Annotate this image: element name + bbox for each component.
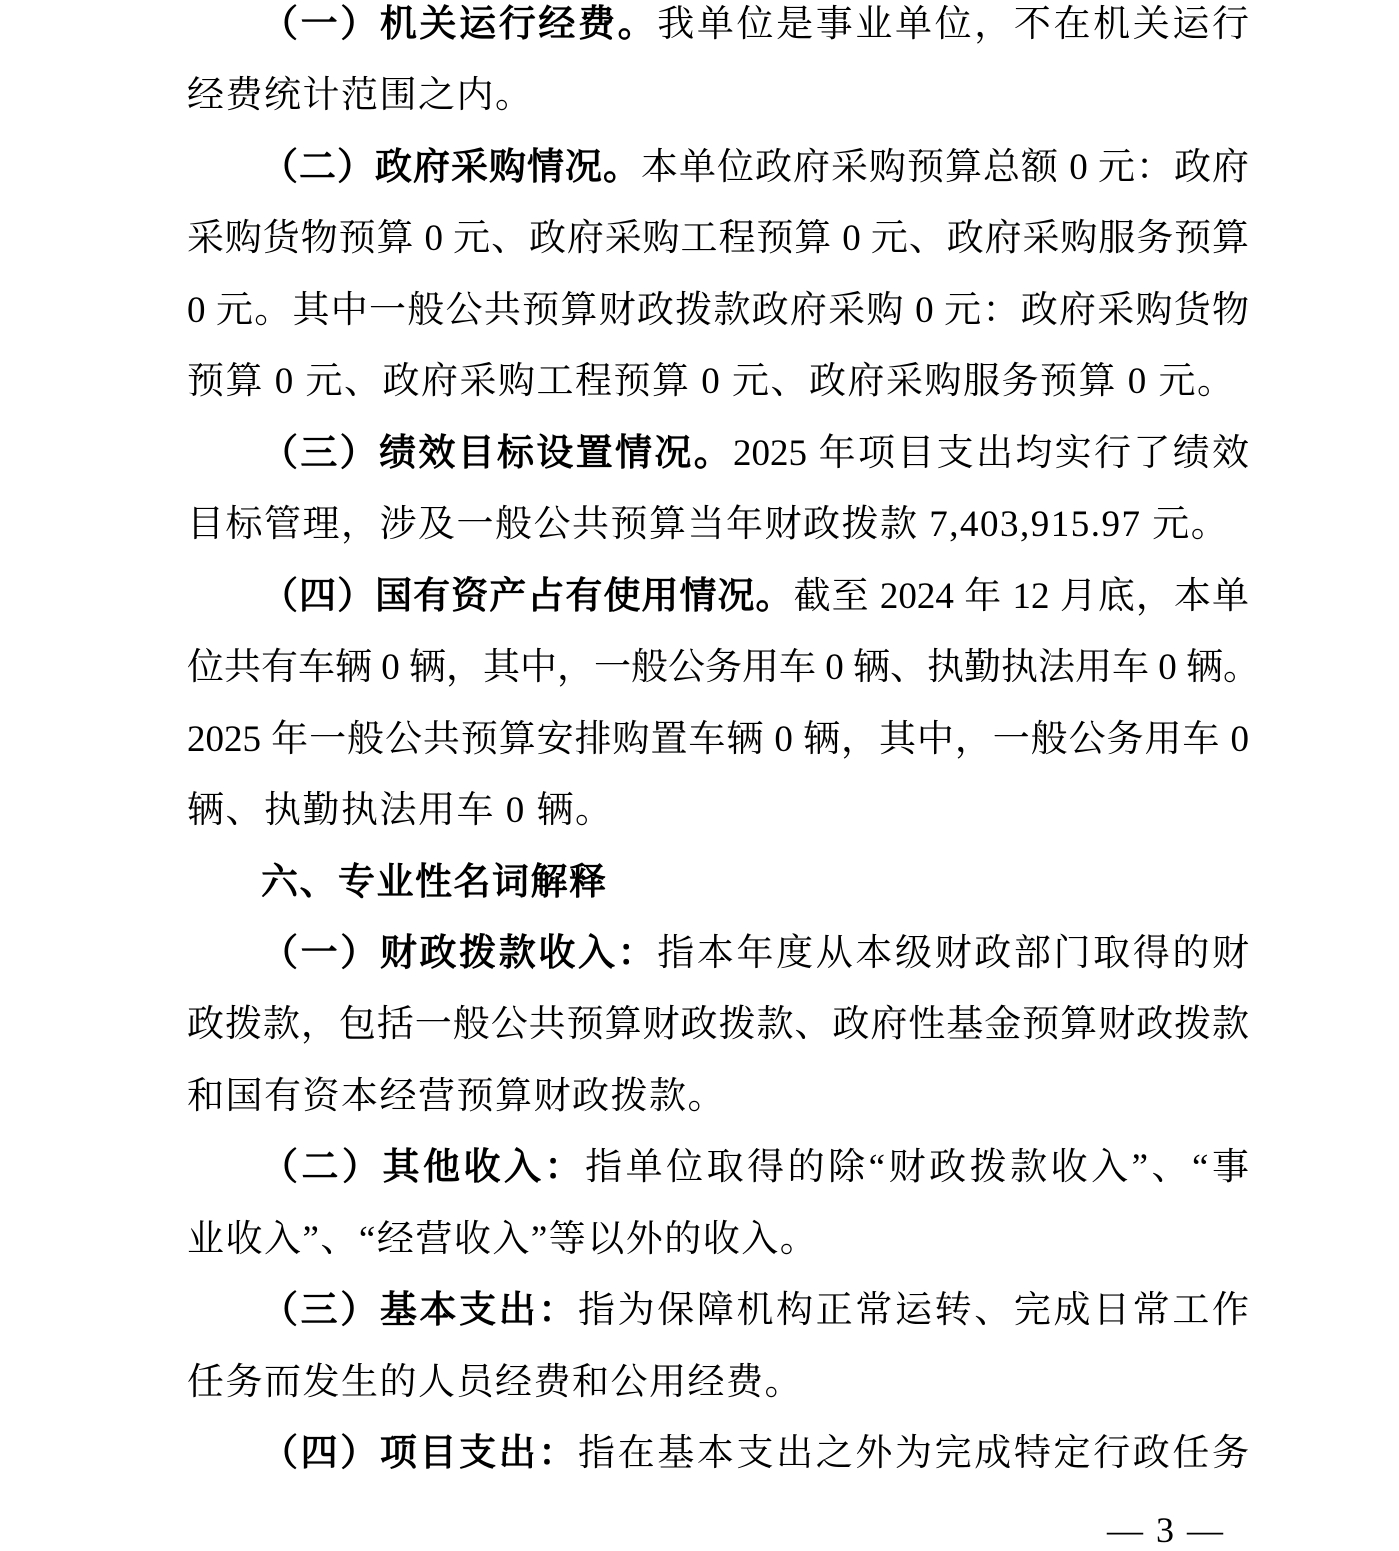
document-page — [187, 0, 1260, 1490]
paragraph-line — [187, 346, 1249, 417]
term-label: （二）其他收入： — [261, 1147, 586, 1189]
paragraph-line — [187, 704, 1249, 775]
line-text: 指为保障机构正常运转、完成日常工作 — [578, 1290, 1249, 1332]
line-text: 截至 2024 年 12 月底，本单 — [793, 575, 1250, 617]
paragraph-line — [187, 0, 1249, 60]
line-text: 政拨款，包括一般公共预算财政拨款、政府性基金预算财政拨款 — [187, 1004, 1249, 1046]
paragraph-line — [187, 989, 1249, 1060]
paragraph-line — [187, 1061, 1249, 1132]
list-item-label: （四）国有资产占有使用情况。 — [261, 575, 794, 617]
term-label: （三）基本支出： — [261, 1290, 578, 1332]
paragraph-line — [187, 418, 1249, 489]
line-text: 预算 0 元、政府采购工程预算 0 元、政府采购服务预算 0 元。 — [187, 361, 1236, 403]
line-text: 我单位是事业单位，不在机关运行 — [657, 4, 1249, 45]
paragraph-line — [187, 1347, 1249, 1418]
line-text: 指单位取得的除“财政拨款收入”、“事 — [585, 1147, 1249, 1189]
paragraph-line — [187, 60, 1249, 131]
page-number: — 3 — — [1107, 1510, 1225, 1550]
line-text: 目标管理，涉及一般公共预算当年财政拨款 7,403,915.97 元。 — [187, 504, 1230, 546]
paragraph-line — [187, 275, 1249, 346]
line-text: 和国有资本经营预算财政拨款。 — [187, 1075, 726, 1117]
line-text: 2025 年项目支出均实行了绩效 — [733, 432, 1250, 474]
paragraph-line — [187, 561, 1249, 632]
paragraph-line — [187, 1132, 1249, 1203]
paragraph-line — [187, 632, 1260, 703]
line-text: 本单位政府采购预算总额 0 元：政府 — [641, 146, 1249, 188]
section-heading: 六、专业性名词解释 — [261, 861, 608, 903]
paragraph-line — [187, 132, 1249, 203]
paragraph-line — [187, 1275, 1249, 1346]
list-item-label: （一）机关运行经费。 — [261, 4, 658, 45]
paragraph-line — [187, 203, 1249, 274]
line-text: 任务而发生的人员经费和公用经费。 — [187, 1361, 803, 1403]
line-text: 辆、执勤执法用车 0 辆。 — [187, 789, 614, 831]
list-item-label: （三）绩效目标设置情况。 — [261, 432, 734, 474]
line-text: 指本年度从本级财政部门取得的财 — [657, 932, 1249, 974]
line-text: 2025 年一般公共预算安排购置车辆 0 辆，其中，一般公务用车 0 — [187, 718, 1249, 760]
paragraph-line — [187, 1204, 1249, 1275]
term-label: （一）财政拨款收入： — [261, 932, 658, 974]
line-text: 0 元。其中一般公共预算财政拨款政府采购 0 元：政府采购货物 — [187, 289, 1249, 331]
paragraph-line — [187, 775, 1249, 846]
list-item-label: （二）政府采购情况。 — [261, 146, 641, 188]
paragraph-line — [187, 918, 1249, 989]
paragraph-line — [187, 489, 1249, 560]
line-text: 采购货物预算 0 元、政府采购工程预算 0 元、政府采购服务预算 — [187, 218, 1249, 260]
line-text: 指在基本支出之外为完成特定行政任务 — [578, 1433, 1249, 1475]
line-text: 位共有车辆 0 辆，其中，一般公务用车 0 辆、执勤执法用车 0 辆。 — [187, 647, 1260, 689]
paragraph-line — [187, 1418, 1249, 1489]
term-label: （四）项目支出： — [261, 1433, 578, 1475]
line-text: 业收入”、“经营收入”等以外的收入。 — [187, 1218, 819, 1260]
line-text: 经费统计范围之内。 — [187, 75, 534, 117]
